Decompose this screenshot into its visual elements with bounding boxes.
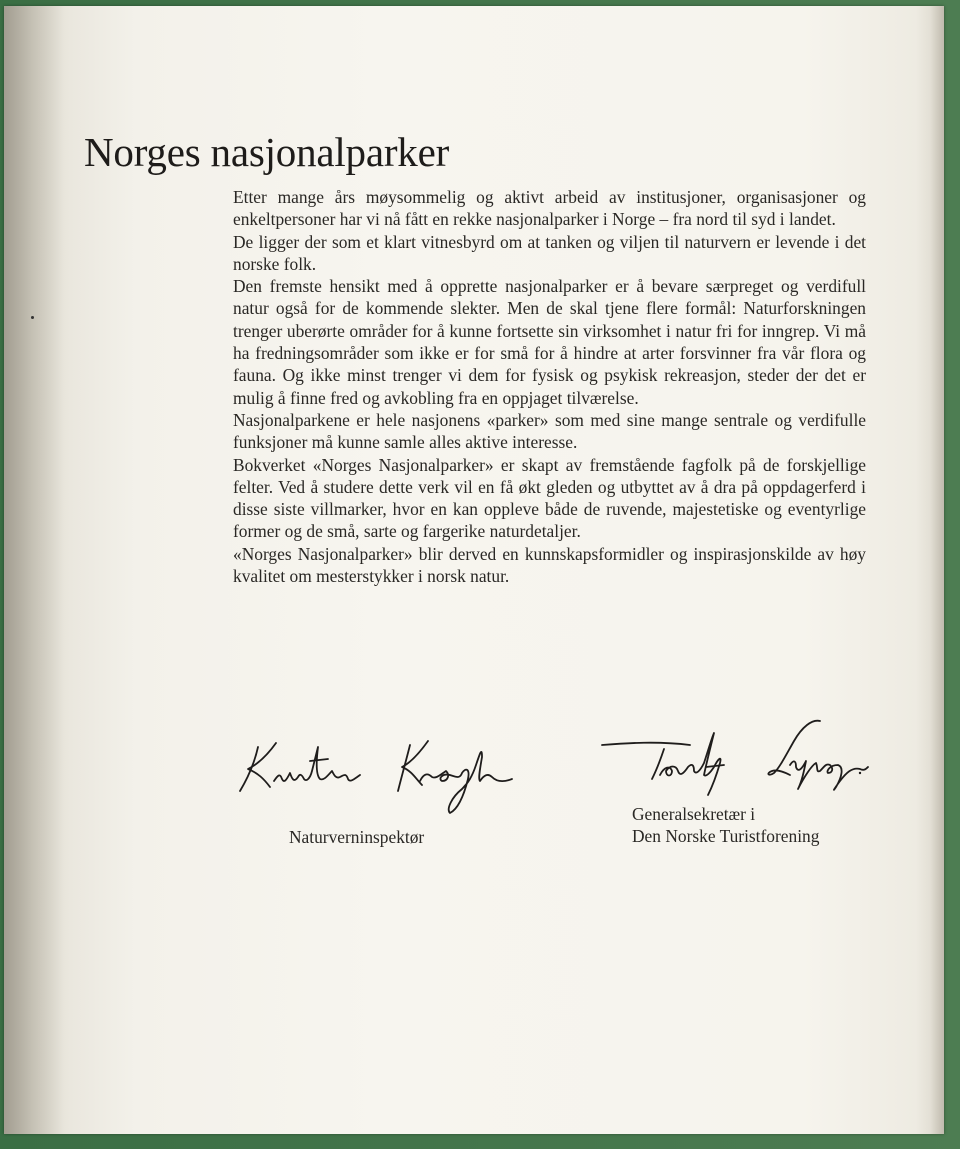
page-gutter-shadow	[4, 6, 64, 1134]
paragraph-3: Den fremste hensikt med å opprette nasjonalparker er å bevare særpreget og verdifull natur også for de kommende slekter. Men de skal tjene flere formål: Naturforskningen trenger uberørte områder for å kunne fortsette sin virksomhet i natur fri for inngrep. Vi må ha fredningsområder som ikke er for små for å hindre at arter forsvinner fra vår flora og fauna. Og ikke minst trenger vi dem for fysisk og psykisk rekreasjon, steder der det er mulig å finne fred og avkobling fra en oppjaget tilværelse.	[233, 276, 866, 408]
paper-speck	[31, 316, 34, 319]
signature-left-caption: Naturverninspektør	[289, 827, 425, 847]
body-text	[233, 186, 866, 587]
paragraph-6: «Norges Nasjonalparker» blir derved en kunnskapsformidler og inspirasjonskilde av høy kvalitet om mesterstykker i norsk natur.	[233, 543, 866, 587]
paragraph-1: Etter mange års møysommelig og aktivt arbeid av institusjoner, organisasjoner og enkeltpersoner har vi nå fått en rekke nasjonalparker i Norge – fra nord til syd i landet.	[233, 187, 866, 230]
signature-right-caption-line2: Den Norske Turistforening	[632, 826, 820, 847]
paragraph-4: Nasjonalparkene er hele nasjonens «parker» som med sine mange sentrale og verdifulle funksjoner må kunne samle alles aktive interesse.	[233, 409, 866, 453]
signature-right-caption-line1: Generalsekretær i	[632, 804, 756, 824]
signature-right-caption	[632, 803, 819, 848]
paragraph-5: Bokverket «Norges Nasjonalparker» er skapt av fremstående fagfolk på de forskjellige felter. Ved å studere dette verk vil en få økt gleden og utbyttet av å dra på oppdagerferd i disse siste villmarker, hvor en kan oppleve både de ruvende, majestetiske og eventyrlige former og de små, sarte og fargerike naturdetaljer.	[233, 454, 866, 542]
paragraph-2: De ligger der som et klart vitnesbyrd om at tanken og viljen til naturvern er levende i det norske folk.	[233, 231, 866, 274]
page-title: Norges nasjonalparker	[84, 129, 450, 175]
signature-right	[598, 715, 873, 805]
page-edge	[930, 6, 944, 1134]
signature-left	[236, 735, 521, 815]
